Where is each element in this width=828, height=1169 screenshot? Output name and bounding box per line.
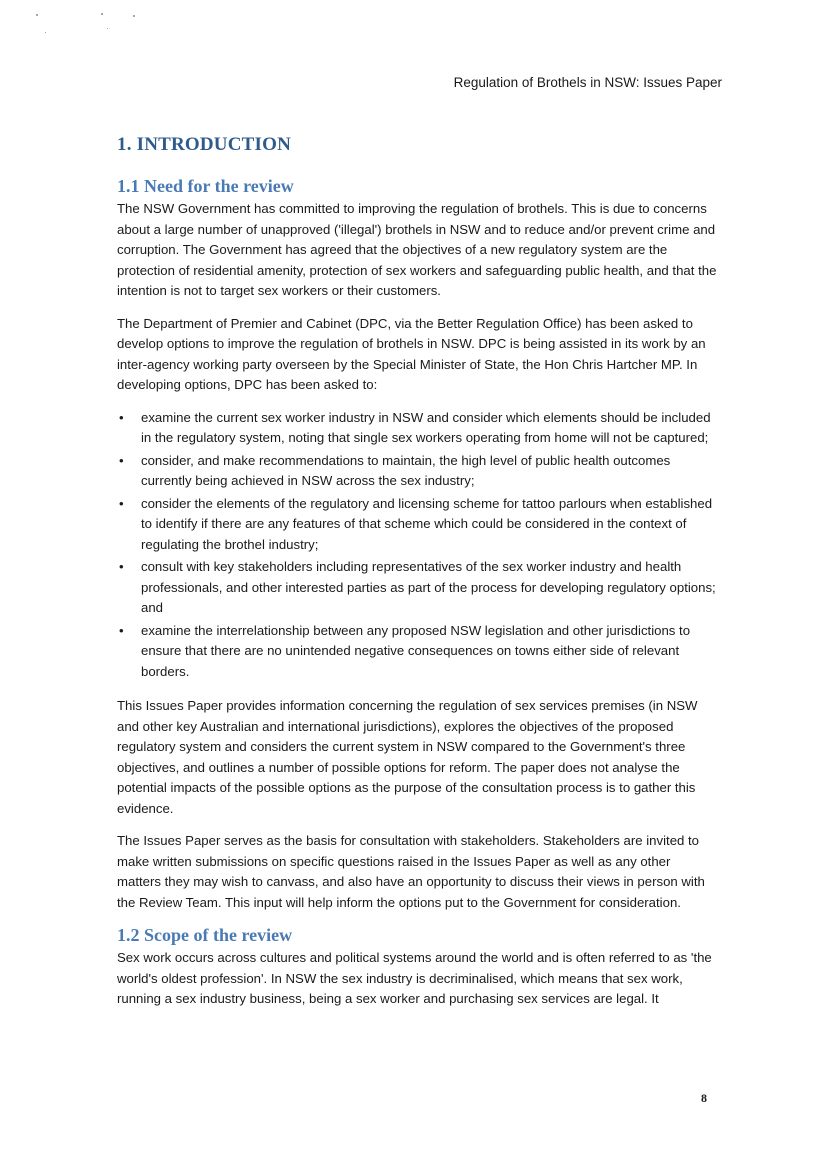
page-number: 8	[701, 1091, 707, 1105]
list-item-text: examine the current sex worker industry in NSW and consider which elements should be included in the regulatory system, noting that single sex workers operating from home will not be captured;	[141, 409, 711, 445]
list-item	[119, 451, 717, 492]
list-item	[119, 494, 717, 556]
bullet-glyph: •	[119, 409, 124, 425]
scan-speck	[36, 14, 38, 16]
bullet-glyph: •	[119, 622, 124, 638]
list-item-text: consult with key stakeholders including representatives of the sex worker industry and health professionals, and other interested parties as part of the process for developing regulatory options; and	[141, 559, 716, 615]
paragraph: The Issues Paper serves as the basis for consultation with stakeholders. Stakeholders are invited to make written submissions on specific questions raised in the Issues Paper as well as any other matters they may wish to canvass, and also have an opportunity to discuss their views in person with the Review Team. This input will help inform the options put to the Government for consideration.	[117, 833, 705, 910]
paragraph: Sex work occurs across cultures and political systems around the world and is often referred to as 'the world's oldest profession'. In NSW the sex industry is decriminalised, which means that sex work, running a sex industry business, being a sex worker and purchasing sex services are legal. It	[117, 950, 712, 1006]
list-item-text: consider, and make recommendations to maintain, the high level of public health outcomes currently being achieved in NSW across the sex industry;	[141, 452, 671, 488]
scan-speck	[45, 32, 46, 33]
bullet-list	[117, 408, 717, 683]
scan-speck	[101, 13, 103, 15]
scan-speck	[133, 15, 135, 17]
bullet-glyph: •	[119, 559, 124, 574]
paragraph: The NSW Government has committed to improving the regulation of brothels. This is due to concerns about a large number of unapproved ('illegal') brothels in NSW and to reduce and/or prevent crime and corruption. The Government has agreed that the objectives of a new regulatory system are the protection of residential amenity, protection of sex workers and safeguarding public health, and that the intention is not to target sex workers or their customers.	[117, 201, 717, 298]
subsection-heading-need-for-review: 1.1 Need for the review	[117, 176, 294, 196]
bullet-glyph: •	[119, 495, 124, 511]
list-item-text: examine the interrelationship between any proposed NSW legislation and other jurisdictions to ensure that there are no unintended negative consequences on towns either side of relevant borders.	[141, 622, 691, 679]
document-body	[117, 134, 717, 1022]
running-header: Regulation of Brothels in NSW: Issues Paper	[453, 75, 722, 90]
bullet-glyph: •	[119, 452, 124, 468]
list-item	[119, 408, 717, 449]
subsection-heading-scope-of-review: 1.2 Scope of the review	[117, 925, 293, 945]
section-heading: 1. INTRODUCTION	[117, 134, 292, 155]
paragraph: The Department of Premier and Cabinet (DPC, via the Better Regulation Office) has been asked to develop options to improve the regulation of brothels in NSW. DPC is being assisted in its work by an inter-agency working party overseen by the Special Minister of State, the Hon Chris Hartcher MP. In developing options, DPC has been asked to:	[117, 315, 706, 392]
list-item	[119, 557, 717, 619]
scan-speck	[107, 28, 108, 29]
list-item	[119, 621, 717, 683]
paragraph: This Issues Paper provides information concerning the regulation of sex services premises (in NSW and other key Australian and international jurisdictions), explores the objectives of the proposed regulatory system and considers the current system in NSW compared to the Government's three objectives, and outlines a number of possible options for reform. The paper does not analyse the potential impacts of the possible options as the purpose of the consultation process is to gather this evidence.	[117, 698, 698, 816]
list-item-text: consider the elements of the regulatory and licensing scheme for tattoo parlours when established to identify if there are any features of that scheme which could be considered in the context of regulating the brothel industry;	[141, 495, 713, 552]
